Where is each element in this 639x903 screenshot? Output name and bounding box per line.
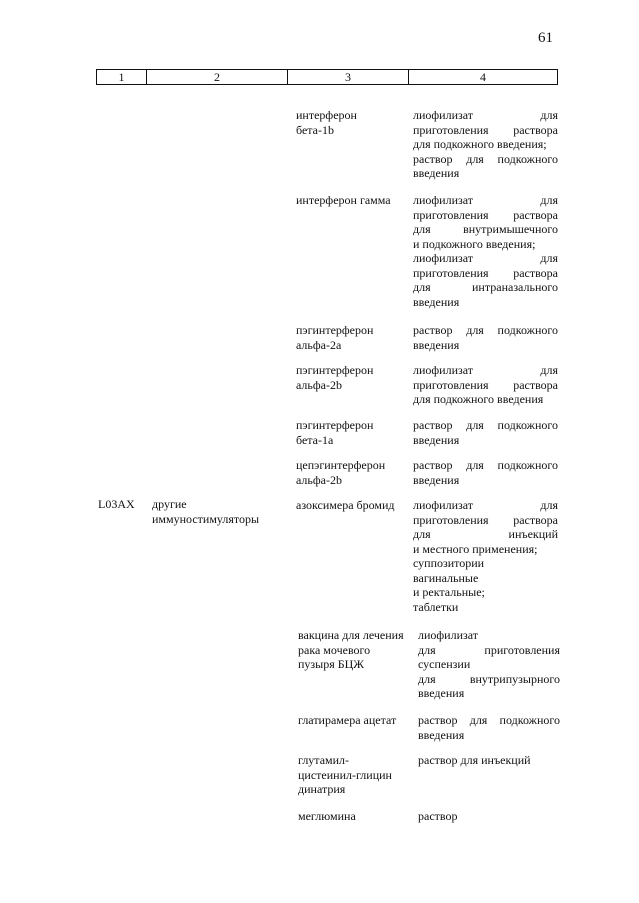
drug-name xyxy=(298,753,414,797)
dosage-form xyxy=(413,323,558,352)
dosage-form-line: раствор для подкожного xyxy=(413,151,558,166)
header-col-2: 2 xyxy=(147,70,288,84)
dosage-form-line: приготовления раствора xyxy=(413,512,558,527)
drug-name xyxy=(296,498,412,513)
drug-name-line: пэгинтерферон xyxy=(296,323,374,337)
drug-name-line: бета-1b xyxy=(296,122,334,137)
drug-name-line: пэгинтерферон xyxy=(296,363,374,377)
dosage-form-line: раствор для подкожного xyxy=(413,323,558,337)
drug-name-line: пузыря БЦЖ xyxy=(298,657,365,671)
dosage-form-line: и подкожного введения; xyxy=(413,236,536,251)
drug-name-line: цистеинил-глицин xyxy=(298,767,392,782)
drug-name-line: глатирамера ацетат xyxy=(298,713,397,727)
dosage-form-line: и ректальные; xyxy=(413,585,485,599)
dosage-form xyxy=(413,193,558,309)
dosage-form-line: раствор для подкожного xyxy=(413,458,558,472)
dosage-form-line: для приготовления xyxy=(418,642,560,657)
drug-name xyxy=(296,193,412,208)
drug-name xyxy=(296,418,412,447)
drug-name xyxy=(298,713,414,728)
dosage-form-line: лиофилизат для xyxy=(413,108,558,122)
dosage-form-line: таблетки xyxy=(413,599,459,614)
dosage-form-line: приготовления раствора xyxy=(413,265,558,280)
page-number: 61 xyxy=(538,30,553,46)
dosage-form-line: для внутримышечного xyxy=(413,222,558,236)
dosage-form xyxy=(413,363,558,407)
drug-name-line: вакцина для лечения xyxy=(298,628,404,642)
dosage-form-line: приготовления раствора xyxy=(413,122,558,137)
dosage-form xyxy=(413,498,558,614)
dosage-form-line: введения xyxy=(413,294,460,309)
drug-name-line: цепэгинтерферон xyxy=(296,458,386,472)
dosage-form-line: лиофилизат для xyxy=(413,193,558,207)
dosage-form-line: введения xyxy=(418,686,465,700)
dosage-form xyxy=(418,713,560,742)
dosage-form-line: лиофилизат для xyxy=(413,363,558,377)
header-col-4: 4 xyxy=(480,70,486,84)
dosage-form-line: введения xyxy=(413,472,460,487)
drug-name-line: меглюмина xyxy=(298,809,356,823)
drug-name xyxy=(296,108,412,137)
header-col-1: 1 xyxy=(97,70,147,84)
drug-name-line: интерферон xyxy=(296,108,357,122)
drug-name-line: рака мочевого xyxy=(298,642,371,657)
header-col-3: 3 xyxy=(288,70,409,84)
dosage-form xyxy=(418,809,560,824)
dosage-form-line: для подкожного введения; xyxy=(413,137,547,151)
dosage-form-line: раствор для инъекций xyxy=(418,753,531,767)
drug-name-line: пэгинтерферон xyxy=(296,418,374,432)
atc-code: L03AX xyxy=(98,497,135,511)
dosage-form-line: раствор для подкожного xyxy=(413,418,558,432)
dosage-form-line: для подкожного введения xyxy=(413,392,544,406)
dosage-form-line: для интраназального xyxy=(413,280,558,294)
dosage-form-line: суппозитории xyxy=(413,556,485,570)
drug-name xyxy=(298,809,414,824)
dosage-form-line: лиофилизат xyxy=(418,628,479,642)
table-header-row xyxy=(96,69,558,85)
dosage-form xyxy=(418,628,560,701)
group-name-line: иммуностимуляторы xyxy=(152,511,260,526)
dosage-form-line: лиофилизат для xyxy=(413,251,558,265)
drug-name xyxy=(296,458,412,487)
dosage-form-line: вагинальные xyxy=(413,570,479,585)
dosage-form-line: введения xyxy=(413,432,460,447)
dosage-form-line: приготовления раствора xyxy=(413,207,558,222)
drug-name-line: динатрия xyxy=(298,782,346,796)
dosage-form xyxy=(413,418,558,447)
group-name xyxy=(152,497,259,526)
dosage-form xyxy=(413,108,558,181)
dosage-form-line: и местного применения; xyxy=(413,541,538,556)
dosage-form-line: для инъекций xyxy=(413,527,558,541)
drug-name xyxy=(298,628,414,672)
drug-name-line: альфа-2b xyxy=(296,472,342,487)
dosage-form-line: раствор xyxy=(418,809,458,823)
dosage-form-line: для внутрипузырного xyxy=(418,671,560,686)
dosage-form-line: введения xyxy=(418,727,465,742)
dosage-form-line: лиофилизат для xyxy=(413,498,558,512)
drug-name-line: бета-1a xyxy=(296,432,334,447)
dosage-form xyxy=(413,458,558,487)
drug-name-line: азоксимера бромид xyxy=(296,498,395,512)
dosage-form-line: приготовления раствора xyxy=(413,377,558,392)
dosage-form xyxy=(418,753,560,768)
dosage-form-line: введения xyxy=(413,337,460,352)
group-name-line: другие xyxy=(152,497,187,511)
dosage-form-line: введения xyxy=(413,166,460,180)
dosage-form-line: суспензии xyxy=(418,657,471,671)
drug-name xyxy=(296,323,412,352)
dosage-form-line: раствор для подкожного xyxy=(418,713,560,727)
drug-name-line: альфа-2a xyxy=(296,337,342,352)
drug-name-line: альфа-2b xyxy=(296,377,342,392)
drug-name xyxy=(296,363,412,392)
drug-name-line: глутамил- xyxy=(298,753,350,767)
drug-name-line: интерферон гамма xyxy=(296,193,391,207)
